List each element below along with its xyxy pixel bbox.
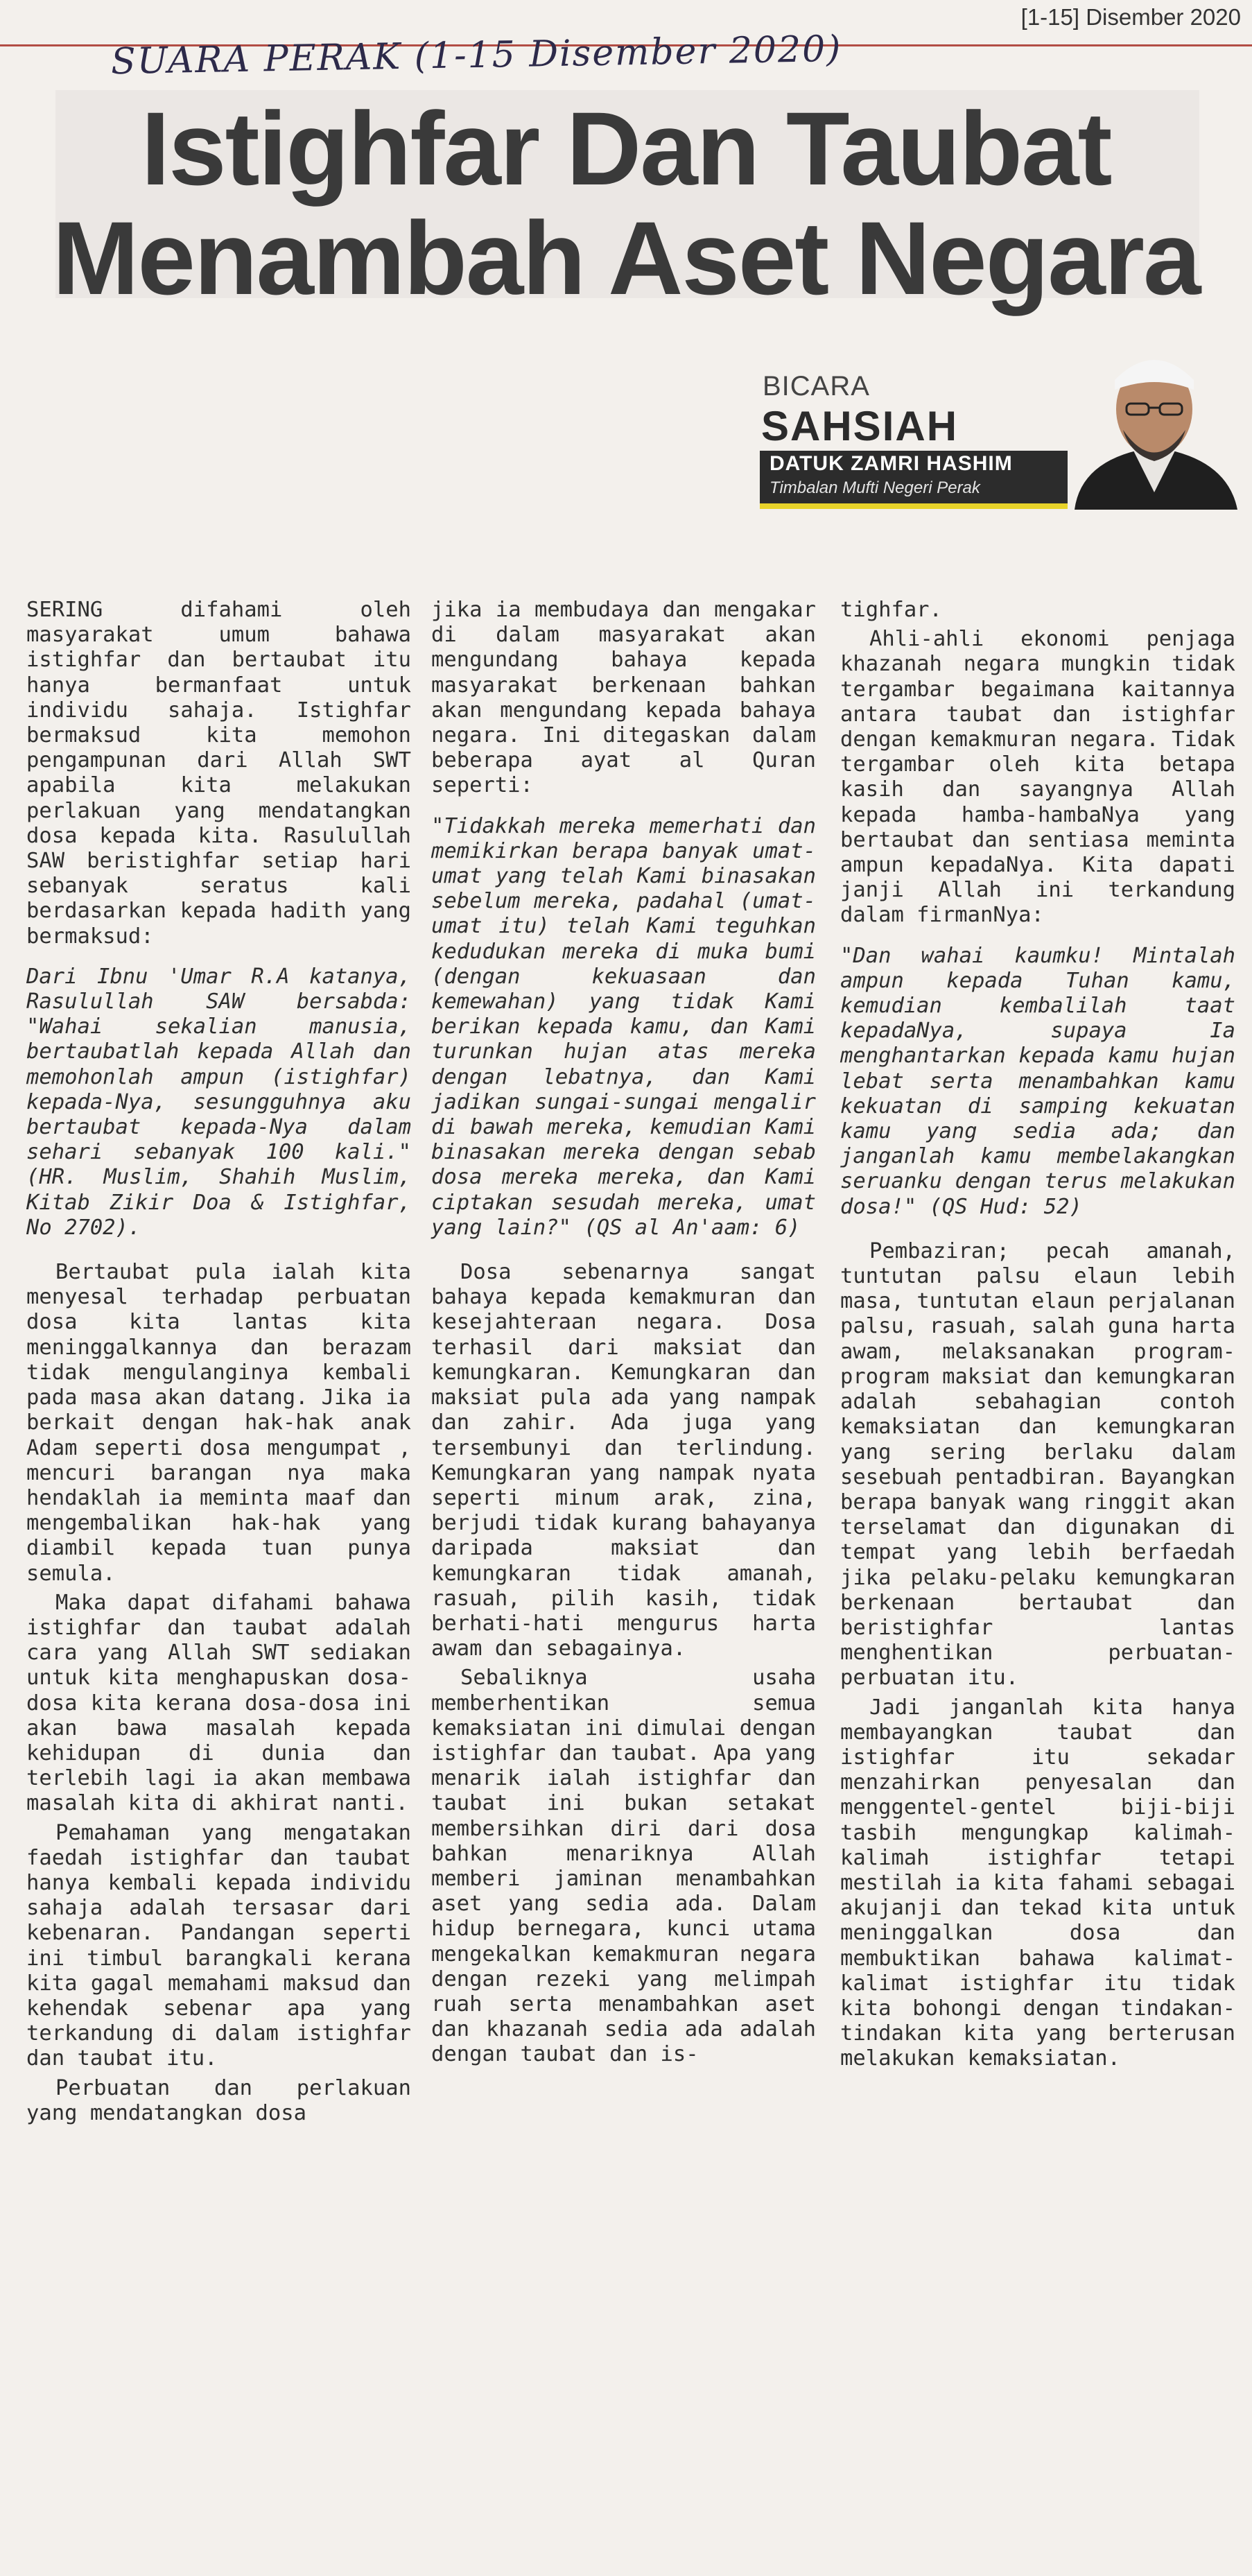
paragraph: tighfar. [840, 598, 942, 622]
headline [0, 90, 1252, 316]
paragraph: Perbuatan dan perlakuan yang mendatangkan dosa [26, 2075, 411, 2125]
issue-date: [1-15] Disember 2020 [1020, 4, 1241, 30]
article-column-2 [431, 598, 816, 2072]
quran-quote: "Dan wahai kaumku! Mintalah ampun kepada Tuhan kamu, kemudian kembalilah taat kepadaNya, supaya Ia menghantarkan kepada kamu hujan lebat serta menambahkan kamu kekuatan di samping kekuatan kamu yang sedia ada; dan janganlah kamu membelakangkan seruanku dengan terus melakukan dosa!" (QS Hud: 52) [840, 943, 1235, 1219]
headline-line-1: Istighfar Dan Taubat [141, 90, 1111, 207]
paragraph: SERING difahami oleh masyarakat umum bahawa istighfar dan bertaubat itu hanya bermanfaat untuk individu sahaja. Istighfar bermaksud kita memohon pengampunan dari Allah SWT apabila kita melakukan perlakuan yang mendatangkan dosa kepada kita. Rasulullah SAW beristighfar setiap hari sebanyak seratus kali berdasarkan kepada hadith yang bermaksud: [26, 598, 411, 949]
paragraph: Maka dapat difahami bahawa istighfar dan taubat adalah cara yang Allah SWT sediakan untuk kita menghapuskan dosa-dosa kita kerana dosa-dosa ini akan bawa masalah kepada kehidupan di dunia dan terlebih lagi ia akan membawa masalah kita di akhirat nanti. [26, 1590, 411, 1816]
handwritten-source-note: SUARA PERAK (1-15 Disember 2020) [110, 28, 842, 83]
author-portrait [1068, 326, 1241, 510]
hadith-quote: Dari Ibnu 'Umar R.A katanya, Rasulullah SAW bersabda: "Wahai sekalian manusia, bertaubatlah kepada Allah dan memohonlah ampun (istighfar) kepada-Nya, sesungguhnya aku bertaubat kepada-Nya dalam sehari sebanyak 100 kali." (HR. Muslim, Shahih Muslim, Kitab Zikir Doa & Istighfar, No 2702). [26, 964, 411, 1240]
column-label-sahsiah: SAHSIAH [761, 403, 959, 449]
author-role: Timbalan Mufti Negeri Perak [770, 478, 980, 497]
paragraph: Sebaliknya usaha memberhentikan semua kemaksiatan ini dimulai dengan istighfar dan taubat. Apa yang menarik ialah istighfar dan taubat ini bukan setakat membersihkan diri dari dosa bahkan menariknya Allah memberi jaminan menambahkan aset yang sedia ada. Dalam hidup bernegara, kunci utama mengekalkan kemakmuran negara dengan rezeki yang melimpah ruah serta menambahkan aset dan khazanah sedia ada adalah dengan taubat dan is- [431, 1666, 816, 2067]
column-label-bicara: BICARA [763, 371, 870, 401]
author-name: DATUK ZAMRI HASHIM [770, 452, 1013, 475]
paragraph: jika ia membudaya dan mengakar di dalam masyarakat akan mengundang bahaya kepada masyarakat berkenaan bahkan akan mengundang kepada bahaya negara. Ini ditegaskan dalam beberapa ayat al Quran seperti: [431, 598, 816, 798]
quran-quote: "Tidakkah mereka memerhati dan memikirkan berapa banyak umat-umat yang telah Kami binasakan sebelum mereka, padahal (umat-umat itu) telah Kami teguhkan kedudukan mereka di muka bumi (dengan kekuasaan dan kemewahan) yang tidak Kami berikan kepada kamu, dan Kami turunkan hujan atas mereka dengan lebatnya, dan Kami jadikan sungai-sungai mengalir di bawah mereka, kemudian Kami binasakan mereka dengan sebab dosa mereka mereka, dan Kami ciptakan sesudah mereka, umat yang lain?" (QS al An'aam: 6) [431, 813, 816, 1240]
headline-line-2: Menambah Aset Negara [52, 200, 1200, 316]
paragraph: Bertaubat pula ialah kita menyesal terhadap perbuatan dosa kita lantas kita meninggalkannya dan berazam tidak mengulanginya kembali pada masa akan datang. Jika ia berkait dengan hak-hak anak Adam seperti dosa mengumpat , mencuri barangan nya maka hendaklah ia meminta maaf dan mengembalikan hak-hak yang diambil kepada tuan punya semula. [26, 1260, 411, 1586]
paragraph: Ahli-ahli ekonomi penjaga khazanah negara mungkin tidak tergambar begaimana kaitannya antara taubat dan istighfar dengan kemakmuran negara. Tidak tergambar oleh kita betapa kasih dan sayangnya Allah kepada hamba-hambaNya yang bertaubat dan sentiasa meminta ampun kepadaNya. Kita dapati janji Allah ini terkandung dalam firmanNya: [840, 627, 1235, 928]
paragraph: Jadi janganlah kita hanya membayangkan taubat dan istighfar itu sekadar menzahirkan penyesalan dan menggentel-gentel biji-biji tasbih mengungkap kalimah-kalimah istighfar tetapi mestilah ia kita fahami sebagai akujanji dan tekad kita untuk meninggalkan dosa dan membuktikan bahawa kalimat-kalimat istighfar itu tidak kita bohongi dengan tindakan-tindakan kita yang berterusan melakukan kemaksiatan. [840, 1695, 1235, 2071]
paragraph: Pemahaman yang mengatakan faedah istighfar dan taubat hanya kembali kepada individu sahaja adalah tersasar dari kebenaran. Pandangan seperti ini timbul barangkali kerana kita gagal memahami maksud dan kehendak sebenar apa yang terkandung di dalam istighfar dan taubat itu. [26, 1820, 411, 2071]
article-column-3 [840, 598, 1235, 2076]
paragraph: Dosa sebenarnya sangat bahaya kepada kemakmuran dan kesejahteraan negara. Dosa terhasil dari maksiat dan kemungkaran. Kemungkaran dan maksiat pula ada yang nampak dan zahir. Ada juga yang tersembunyi dan terlindung. Kemungkaran yang nampak nyata seperti minum arak, zina, berjudi tidak kurang bahayanya daripada maksiat dan kemungkaran tidak amanah, rasuah, pilih kasih, tidak berhati-hati mengurus harta awam dan sebagainya. [431, 1260, 816, 1661]
paragraph: Pembaziran; pecah amanah, tuntutan palsu elaun lebih masa, tuntutan elaun perjalanan palsu, rasuah, salah guna harta awam, melaksanakan program-program maksiat dan kemungkaran adalah sebahagian contoh kemaksiatan dan kemungkaran yang sering berlaku dalam sesebuah pentadbiran. Bayangkan berapa banyak wang ringgit akan terselamat dan digunakan di tempat yang lebih berfaedah jika pelaku-pelaku kemungkaran berkenaan bertaubat dan beristighfar lantas menghentikan perbuatan-perbuatan itu. [840, 1238, 1235, 1691]
article-column-1 [26, 598, 411, 2130]
